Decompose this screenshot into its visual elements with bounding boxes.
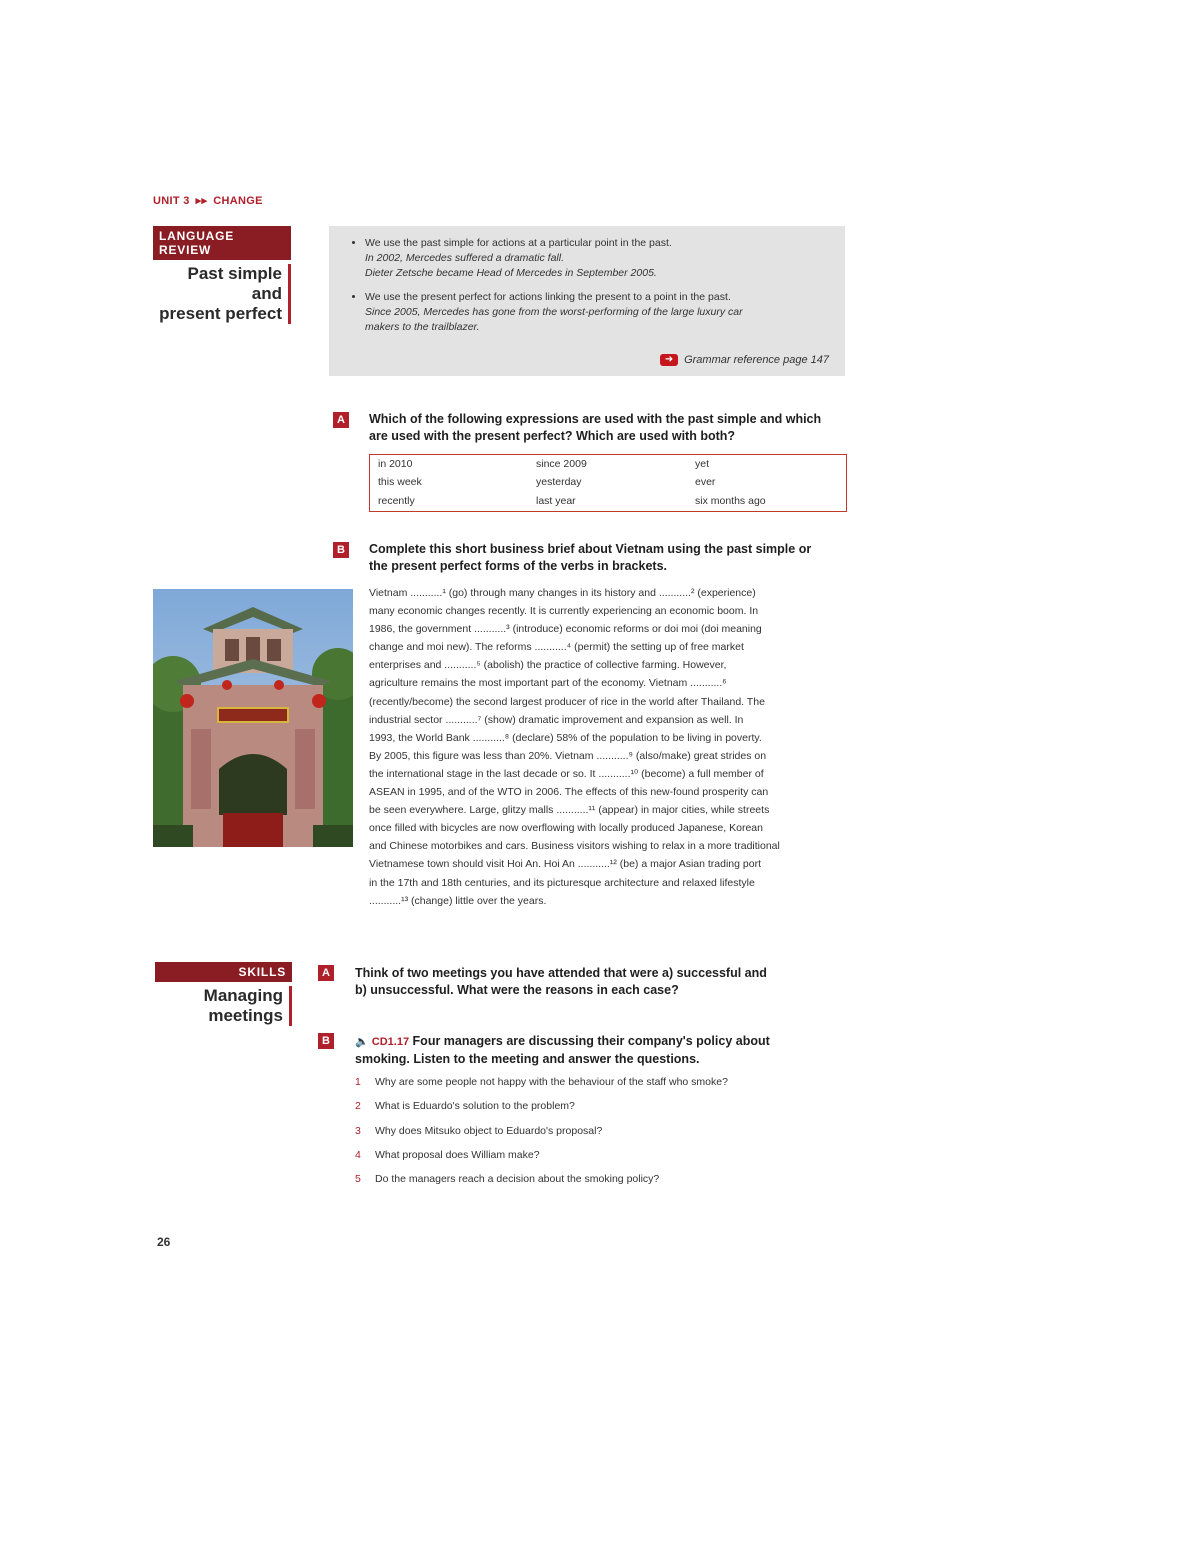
question-number: 2 [355, 1100, 361, 1113]
language-review-title [153, 264, 291, 324]
exercise-b-instructions [369, 541, 811, 575]
audio-track-id: CD1.17 [371, 1036, 410, 1048]
skills-tag: SKILLS [155, 962, 292, 982]
table-cell: six months ago [695, 495, 766, 507]
question-text: Do the managers reach a decision about the smoking policy? [375, 1173, 660, 1186]
question-text: What proposal does William make? [375, 1148, 540, 1161]
grammar-rules [329, 226, 845, 335]
table-cell: last year [536, 495, 576, 507]
brief-line: 1993, the World Bank ...........⁸ (declare) 58% of the population to be living in poverty. [369, 731, 762, 744]
brief-line: Vietnamese town should visit Hoi An. Hoi An ...........¹² (be) a major Asian trading port [369, 858, 761, 871]
brief-line: the international stage in the last decade or so. It ...........¹⁰ (become) a full member of [369, 767, 764, 780]
exercise-letter: B [318, 1033, 334, 1049]
rule-text: • We use the past simple for actions at a particular point in the past. [365, 237, 672, 249]
question-number: 1 [355, 1076, 361, 1088]
question-item [355, 1173, 728, 1197]
question-text: What is Eduardo's solution to the problem? [375, 1100, 575, 1113]
question-number: 5 [355, 1173, 361, 1186]
instruction-line: the present perfect forms of the verbs in brackets. [369, 559, 668, 573]
rule-example: Dieter Zetsche became Head of Mercedes in September 2005. [365, 267, 657, 279]
brief-line: agriculture remains the most important part of the economy. Vietnam ...........⁶ [369, 677, 727, 690]
brief-line: many economic changes recently. It is currently experiencing an economic boom. In [369, 605, 759, 618]
title-line: present perfect [159, 304, 282, 323]
instruction-line: b) unsuccessful. What were the reasons in each case? [355, 983, 679, 997]
unit-label: UNIT 3 [153, 195, 190, 207]
instruction-line [355, 1033, 770, 1051]
table-cell: ever [695, 476, 716, 488]
speaker-icon: 🔈 [355, 1036, 369, 1048]
brief-line: Vietnam ...........¹ (go) through many changes in its history and ...........² (experience) [369, 587, 756, 599]
brief-line: ...........¹³ (change) little over the years. [369, 894, 547, 907]
brief-line: be seen everywhere. Large, glitzy malls ...........¹¹ (appear) in major cities, while streets [369, 804, 770, 817]
brief-line: industrial sector ...........⁷ (show) dramatic improvement and expansion as well. In [369, 713, 744, 726]
rule-example: makers to the trailblazer. [365, 321, 480, 333]
brief-line: By 2005, this figure was less than 20%. Vietnam ...........⁹ (also/make) great strides on [369, 749, 767, 762]
exercise-letter: B [333, 542, 349, 558]
table-cell: in 2010 [378, 458, 413, 470]
rule-example: Since 2005, Mercedes has gone from the worst-performing of the large luxury car [365, 306, 743, 318]
question-item [355, 1149, 728, 1173]
grammar-reference-text: Grammar reference page 147 [684, 353, 829, 366]
instruction-line: Think of two meetings you have attended that were a) successful and [355, 966, 767, 980]
expressions-table [369, 454, 847, 512]
brief-line: 1986, the government ...........³ (introduce) economic reforms or doi moi (doi meaning [369, 623, 762, 636]
table-cell: yet [695, 458, 710, 470]
table-cell: since 2009 [536, 458, 587, 470]
title-line: Past simple and [187, 264, 282, 303]
brief-line: once filled with bicycles are now overflowing with locally produced Japanese, Korean [369, 822, 763, 835]
instruction-line: are used with the present perfect? Which are used with both? [369, 429, 736, 443]
table-cell: this week [378, 476, 422, 488]
vietnam-business-brief [369, 584, 849, 910]
brief-line: enterprises and ...........⁵ (abolish) the practice of collective farming. However, [369, 659, 727, 672]
exercise-letter: A [318, 965, 334, 981]
grammar-rule [365, 290, 833, 335]
question-text: Why does Mitsuko object to Eduardo's proposal? [375, 1124, 603, 1137]
skills-label [155, 962, 292, 1026]
question-number: 3 [355, 1124, 361, 1137]
brief-line: (recently/become) the second largest producer of rice in the world after Thailand. The [369, 695, 765, 708]
question-text: Why are some people not happy with the behaviour of the staff who smoke? [375, 1076, 728, 1088]
brief-line: and Chinese motorbikes and cars. Business visitors wishing to relax in a more traditional [369, 840, 780, 853]
unit-header [153, 194, 263, 207]
brief-line: change and moi new). The reforms ...........⁴ (permit) the setting up of free market [369, 641, 744, 654]
questions-list [355, 1076, 728, 1197]
skills-title [155, 986, 292, 1026]
skills-b-instructions [355, 1033, 770, 1068]
language-review-tag: LANGUAGE REVIEW [153, 226, 291, 260]
instruction-line: Complete this short business brief about Vietnam using the past simple or [369, 542, 812, 556]
title-line: meetings [208, 1006, 283, 1025]
rule-example: In 2002, Mercedes suffered a dramatic fall. [365, 252, 565, 264]
question-number: 4 [355, 1148, 361, 1161]
rule-text: • We use the present perfect for actions linking the present to a point in the past. [365, 291, 731, 303]
brief-line: ASEAN in 1995, and of the WTO in 2006. The effects of this new-found prosperity can [369, 786, 769, 799]
exercise-a-instructions [369, 411, 821, 445]
brief-line: in the 17th and 18th centuries, and its picturesque architecture and relaxed lifestyle [369, 876, 755, 889]
question-item [355, 1100, 728, 1124]
question-item [355, 1076, 728, 1100]
arrow-right-icon: ➜ [660, 354, 678, 366]
grammar-panel [329, 226, 845, 376]
section-label: CHANGE [213, 195, 263, 207]
grammar-rule [365, 236, 833, 281]
table-cell: recently [378, 495, 415, 507]
table-cell: yesterday [536, 476, 582, 488]
page-number: 26 [157, 1235, 171, 1249]
language-review-label [153, 226, 291, 324]
grammar-reference-link[interactable] [660, 354, 829, 366]
skills-a-instructions [355, 965, 767, 999]
double-arrow-icon: ▸▸ [195, 195, 208, 207]
title-line: Managing [203, 986, 283, 1005]
exercise-letter: A [333, 412, 349, 428]
audio-track-label[interactable] [355, 1036, 409, 1048]
question-item [355, 1125, 728, 1149]
instruction-text: Four managers are discussing their company's policy about [412, 1034, 770, 1048]
instruction-line: Which of the following expressions are used with the past simple and which [369, 412, 822, 426]
instruction-line: smoking. Listen to the meeting and answer the questions. [355, 1052, 700, 1066]
vietnam-gate-photo [153, 589, 353, 847]
temple-gate-illustration [153, 589, 353, 847]
